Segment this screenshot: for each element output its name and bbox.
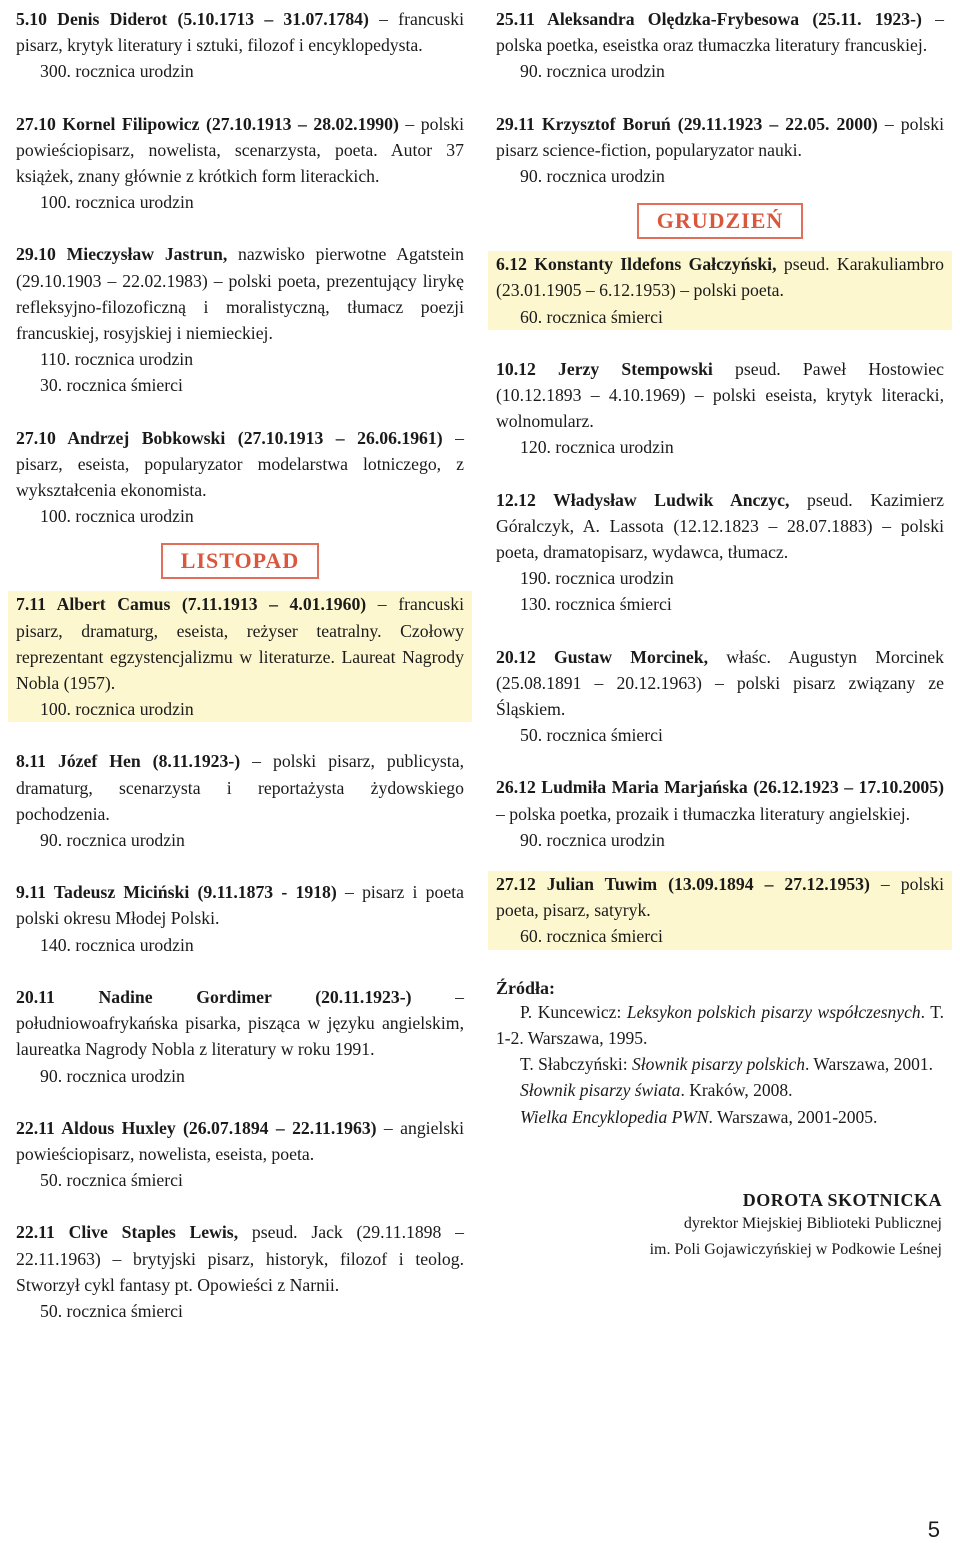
source-item	[488, 999, 952, 1051]
entry-heading: 27.12 Julian Tuwim (13.09.1894 – 27.12.1953)	[496, 874, 870, 895]
anniversary-entry	[8, 6, 472, 85]
anniversary-note: 90. rocznica urodzin	[520, 166, 665, 187]
entry-paragraph	[496, 6, 944, 58]
month-heading-wrap	[488, 203, 952, 239]
anniversary-entry	[488, 6, 952, 85]
entry-description: – polski powieściopisarz, nowelista, scenarzysta, poeta. Autor 37 książek, znany głównie z krótkich form literackich.	[16, 113, 464, 187]
source-details: . Kraków, 2008.	[680, 1080, 793, 1101]
anniversary-note: 110. rocznica urodzin	[40, 349, 194, 370]
anniversary-note: 60. rocznica śmierci	[520, 306, 663, 327]
right-column	[488, 0, 952, 1263]
source-details: . Warszawa, 2001-2005.	[708, 1106, 878, 1127]
source-item	[488, 1104, 952, 1130]
anniversary-note: 90. rocznica urodzin	[520, 829, 665, 850]
month-heading-wrap	[8, 543, 472, 579]
author-name: DOROTA SKOTNICKA	[742, 1189, 942, 1210]
anniversary-note: 90. rocznica urodzin	[520, 61, 665, 82]
anniversary-note: 300. rocznica urodzin	[40, 61, 194, 82]
page-number: 5	[927, 1517, 940, 1542]
entry-paragraph	[16, 1115, 464, 1167]
entry-paragraph	[16, 425, 464, 504]
entry-paragraph	[16, 591, 464, 696]
sources-section	[488, 978, 952, 1130]
entry-paragraph	[16, 879, 464, 931]
source-author: P. Kuncewicz:	[520, 1001, 627, 1022]
source-title: Słownik pisarzy polskich	[631, 1054, 805, 1075]
entry-paragraph	[16, 748, 464, 827]
entry-description: – polska poetka, prozaik i tłumaczka literatury angielskiej.	[496, 803, 911, 824]
source-title: Słownik pisarzy świata	[520, 1080, 681, 1101]
entry-description: – polski poeta, pisarz, satyryk.	[496, 874, 944, 921]
anniversary-entry	[488, 111, 952, 190]
entry-description: – polski pisarz, publicysta, dramaturg, scenarzysta i reportażysta żydowskiego pochodzenia.	[16, 751, 464, 824]
entry-heading: 27.10 Andrzej Bobkowski (27.10.1913 – 26.06.1961)	[16, 427, 443, 448]
entry-heading: 9.11 Tadeusz Miciński (9.11.1873 - 1918)	[16, 882, 337, 903]
entry-paragraph	[16, 111, 464, 190]
entry-description: pseud. Jack (29.11.1898 – 22.11.1963) – brytyjski pisarz, historyk, filozof i teolog. Stworzył cykl fantasy pt. Opowieści z Narnii.	[16, 1222, 464, 1295]
entry-heading: 29.11 Krzysztof Boruń (29.11.1923 – 22.05. 2000)	[496, 113, 878, 134]
entry-heading: 26.12 Ludmiła Maria Marjańska (26.12.1923 – 17.10.2005)	[496, 777, 944, 798]
entry-description: – francuski pisarz, krytyk literatury i sztuki, filozof i encyklopedysta.	[16, 9, 464, 56]
entry-heading: 7.11 Albert Camus (7.11.1913 – 4.01.1960)	[16, 594, 367, 615]
entry-heading: 8.11 Józef Hen (8.11.1923-)	[16, 751, 241, 772]
entry-heading: 12.12 Władysław Ludwik Anczyc,	[496, 489, 790, 510]
entry-heading: 22.11 Aldous Huxley (26.07.1894 – 22.11.1963)	[16, 1117, 377, 1138]
anniversary-note: 100. rocznica urodzin	[40, 506, 194, 527]
entry-description: – polski pisarz science-fiction, popularyzator nauki.	[496, 113, 945, 160]
anniversary-note: 50. rocznica śmierci	[40, 1170, 183, 1191]
anniversary-entry	[488, 644, 952, 749]
entry-heading: 27.10 Kornel Filipowicz (27.10.1913 – 28.02.1990)	[16, 113, 399, 134]
entry-paragraph	[496, 356, 944, 435]
anniversary-entry	[488, 251, 952, 330]
entry-heading: 22.11 Clive Staples Lewis,	[16, 1222, 239, 1243]
entry-heading: 6.12 Konstanty Ildefons Gałczyński,	[496, 254, 777, 275]
entry-description: – polska poetka, eseistka oraz tłumaczka literatury francuskiej.	[496, 9, 944, 56]
source-title: Wielka Encyklopedia PWN	[520, 1106, 709, 1127]
entry-description: nazwisko pierwotne Agatstein (29.10.1903 – 22.02.1983) – polski poeta, prezentujący lirykę refleksyjno-filozoficzną i moralistyczną, tłumacz poezji francuskiej, rosyjskiej i niemieckiej.	[16, 244, 465, 344]
anniversary-note: 30. rocznica śmierci	[40, 375, 183, 396]
anniversary-entry	[8, 241, 472, 398]
author-block	[488, 1190, 952, 1263]
entry-description: pseud. Paweł Hostowiec (10.12.1893 – 4.10.1969) – polski eseista, krytyk literacki, wolnomularz.	[496, 358, 945, 432]
month-heading: GRUDZIEŃ	[637, 203, 804, 239]
source-author: T. Słabczyński:	[520, 1054, 632, 1075]
anniversary-entry	[8, 748, 472, 853]
anniversary-note: 100. rocznica urodzin	[40, 192, 194, 213]
anniversary-entry	[8, 1219, 472, 1324]
anniversary-entry	[488, 774, 952, 853]
entry-heading: 10.12 Jerzy Stempowski	[496, 358, 713, 379]
entry-paragraph	[496, 487, 944, 566]
entry-heading: 20.12 Gustaw Morcinek,	[496, 646, 709, 667]
right-entries	[488, 6, 952, 950]
entry-paragraph	[16, 6, 464, 58]
anniversary-entry	[488, 356, 952, 461]
month-heading: LISTOPAD	[161, 543, 319, 579]
entry-paragraph	[16, 984, 464, 1063]
entry-paragraph	[496, 251, 944, 303]
entry-description: pseud. Kazimierz Góralczyk, A. Lassota (12.12.1823 – 28.07.1883) – polski poeta, dramatopisarz, wydawca, tłumacz.	[496, 489, 945, 563]
entry-paragraph	[496, 774, 944, 826]
source-title: Leksykon polskich pisarzy współczesnych	[626, 1001, 921, 1022]
anniversary-note: 140. rocznica urodzin	[40, 934, 194, 955]
left-column	[8, 0, 472, 1324]
entry-description: – pisarz i poeta polski okresu Młodej Polski.	[16, 882, 464, 929]
anniversary-note: 120. rocznica urodzin	[520, 437, 674, 458]
anniversary-note: 190. rocznica urodzin	[520, 568, 674, 589]
entry-description: – południowoafrykańska pisarka, pisząca w języku angielskim, laureatka Nagrody Nobla z literatury w roku 1991.	[16, 986, 465, 1060]
anniversary-note: 100. rocznica urodzin	[40, 699, 194, 720]
entry-paragraph	[496, 111, 944, 163]
entry-heading: 29.10 Mieczysław Jastrun,	[16, 244, 228, 265]
entry-paragraph	[16, 1219, 464, 1298]
sources-title: Źródła:	[496, 977, 556, 998]
anniversary-entry	[488, 487, 952, 618]
entry-description: – pisarz, eseista, popularyzator modelarstwa lotniczego, z wykształcenia ekonomista.	[16, 427, 464, 501]
anniversary-entry	[8, 879, 472, 958]
entry-paragraph	[496, 644, 944, 723]
author-role-line-2: im. Poli Gojawiczyńskiej w Podkowie Leśnej	[649, 1240, 942, 1258]
anniversary-entry	[488, 871, 952, 950]
entry-paragraph	[16, 241, 464, 346]
anniversary-entry	[8, 111, 472, 216]
anniversary-note: 60. rocznica śmierci	[520, 926, 663, 947]
anniversary-note: 90. rocznica urodzin	[40, 830, 185, 851]
entry-heading: 20.11 Nadine Gordimer (20.11.1923-)	[16, 986, 412, 1007]
entry-description: – francuski pisarz, dramaturg, eseista, reżyser teatralny. Czołowy reprezentant egzystencjalizmu w literaturze. Laureat Nagrody Nobla (1957).	[16, 594, 464, 694]
anniversary-note: 50. rocznica śmierci	[40, 1300, 183, 1321]
anniversary-note: 130. rocznica śmierci	[520, 594, 672, 615]
anniversary-note: 50. rocznica śmierci	[520, 725, 663, 746]
entry-description: – angielski powieściopisarz, nowelista, eseista, poeta.	[16, 1117, 464, 1164]
anniversary-entry	[8, 425, 472, 530]
entry-heading: 5.10 Denis Diderot (5.10.1713 – 31.07.1784)	[16, 9, 369, 29]
entry-description: pseud. Karakuliambro (23.01.1905 – 6.12.1953) – polski poeta.	[496, 254, 944, 301]
author-role-line-1: dyrektor Miejskiej Biblioteki Publicznej	[683, 1214, 942, 1232]
anniversary-entry	[8, 591, 472, 722]
anniversary-entry	[8, 984, 472, 1089]
entry-heading: 25.11 Aleksandra Olędzka-Frybesowa (25.11. 1923-)	[496, 9, 922, 29]
entry-description: właśc. Augustyn Morcinek (25.08.1891 – 20.12.1963) – polski pisarz związany ze Śląskiem.	[496, 646, 944, 720]
entry-paragraph	[496, 871, 944, 923]
source-details: . Warszawa, 2001.	[805, 1054, 934, 1075]
anniversary-entry	[8, 1115, 472, 1194]
sources-list	[488, 999, 952, 1130]
source-details: . T. 1-2. Warszawa, 1995.	[496, 1001, 944, 1048]
source-item	[488, 1077, 952, 1103]
anniversary-note: 90. rocznica urodzin	[40, 1065, 185, 1086]
source-item	[488, 1051, 952, 1077]
